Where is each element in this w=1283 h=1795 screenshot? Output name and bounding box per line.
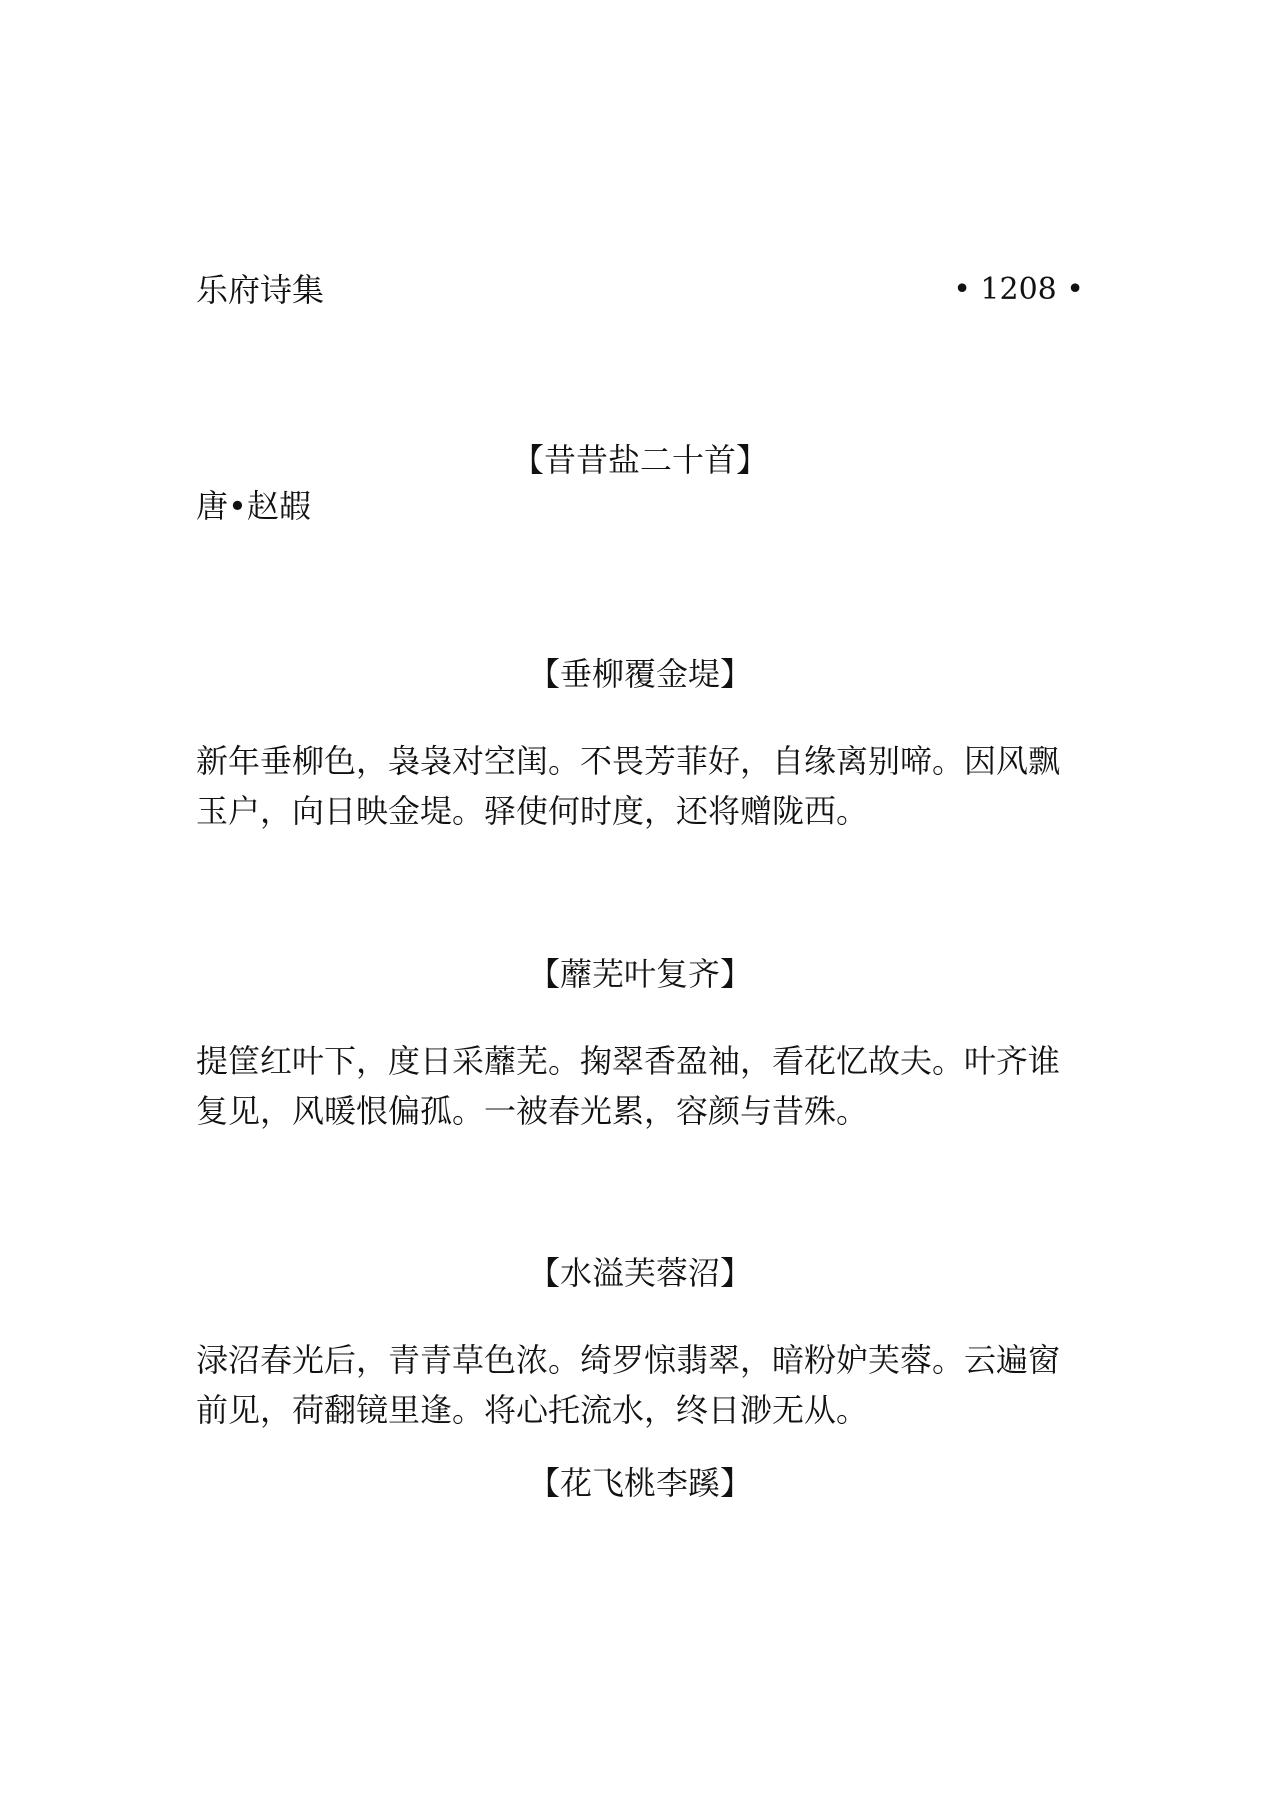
author-line: 唐•赵嘏 [196,487,311,525]
poem-title: 【垂柳覆金堤】 [527,655,752,693]
book-title: 乐府诗集 [196,271,325,309]
page-number: • 1208 • [953,272,1084,307]
poem-title: 【蘼芜叶复齐】 [527,955,752,993]
poem-text: 渌沼春光后，青青草色浓。绮罗惊翡翠，暗粉妒芙蓉。云遍窗前见，荷翻镜里逢。将心托流水，终日渺无从。 [196,1341,1061,1429]
poem-text: 提筐红叶下，度日采蘼芜。掬翠香盈袖，看花忆故夫。叶齐谁复见，风暖恨偏孤。一被春光累，容颜与昔殊。 [196,1042,1061,1130]
poem-text: 新年垂柳色，袅袅对空闺。不畏芳菲好，自缘离别啼。因风飘玉户，向日映金堤。驿使何时度，还将赠陇西。 [196,742,1061,830]
poem-title: 【花飞桃李蹊】 [527,1464,752,1502]
collection-title: 【昔昔盐二十首】 [511,441,768,479]
page-header [196,268,1084,312]
poem-title: 【水溢芙蓉沼】 [527,1254,752,1292]
